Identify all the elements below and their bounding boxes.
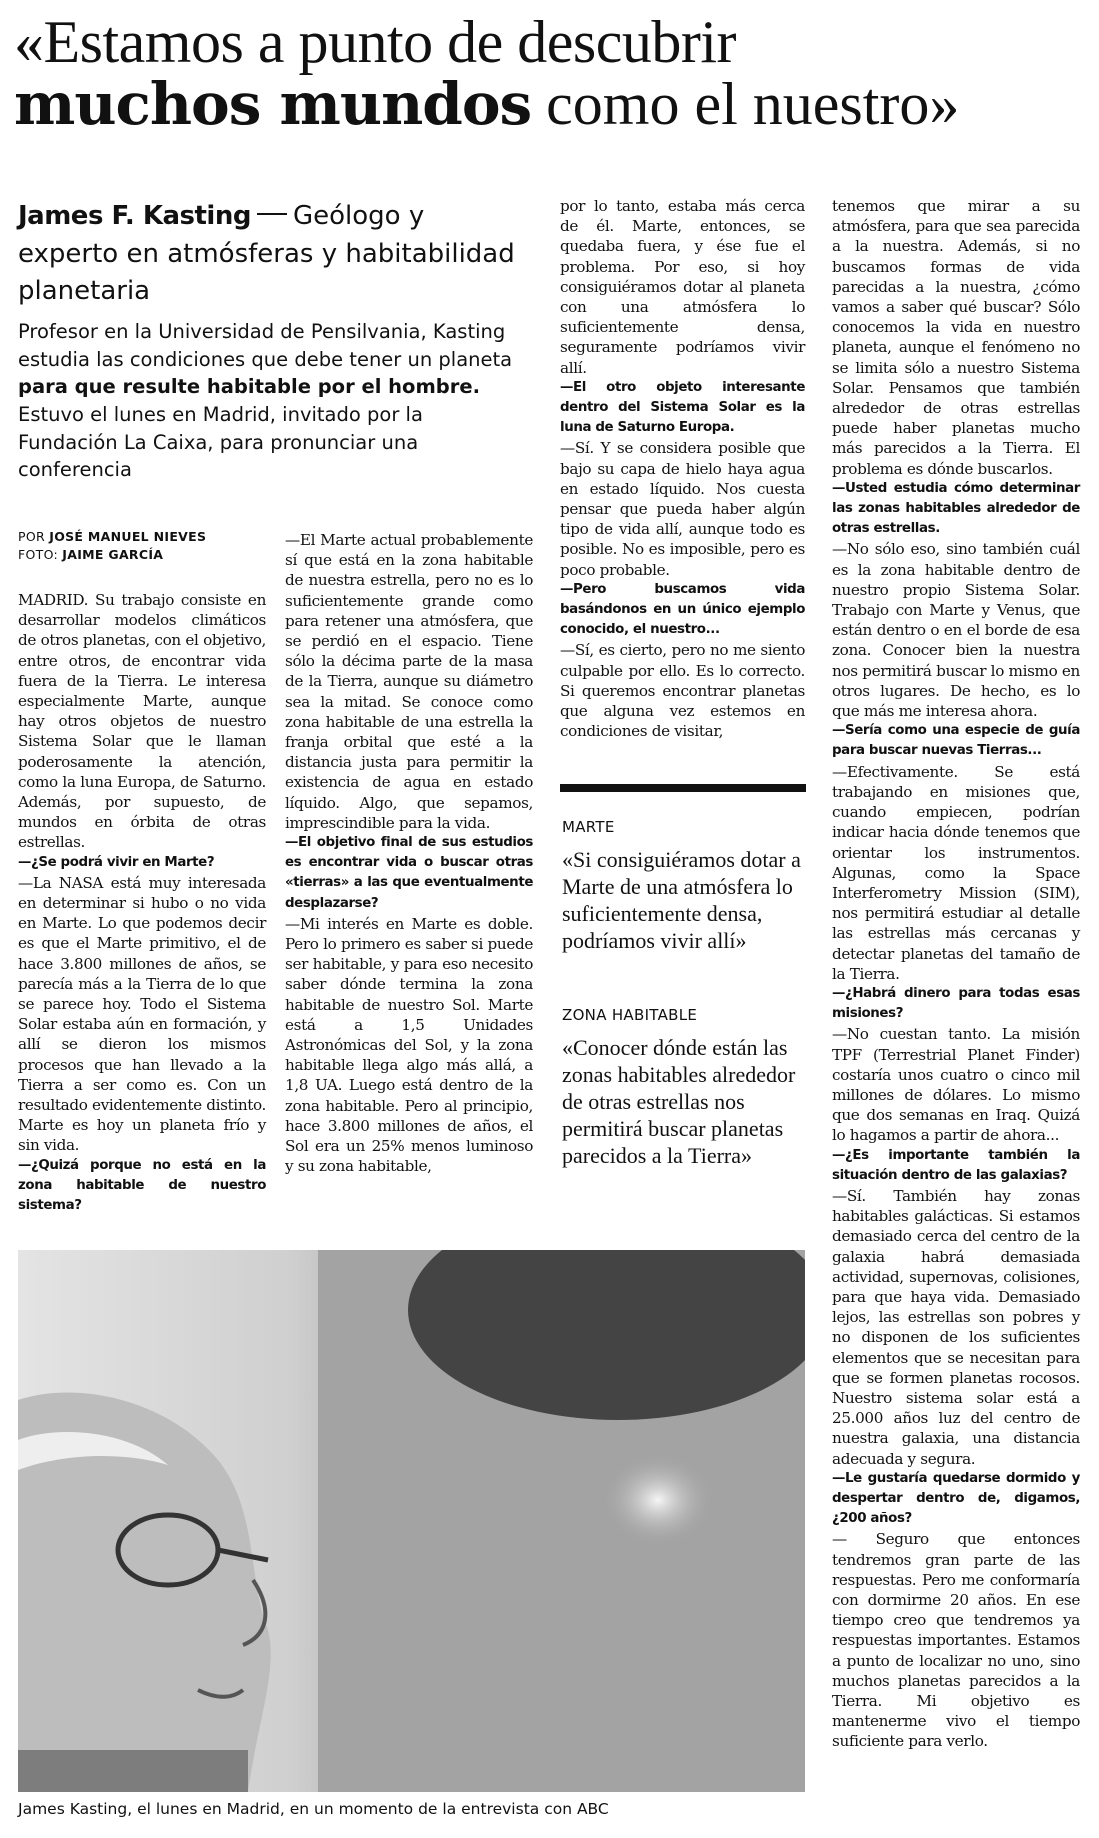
interview-question: —Usted estudia cómo determinar las zonas habitables alrededor de otras estrellas. — [832, 480, 1080, 537]
headline-rest: como el nuestro» — [531, 71, 960, 137]
article-paragraph: —No cuestan tanto. La misión TPF (Terrestrial Planet Finder) costaría unos cuatro o cinco mil millones de dólares. Lo mismo que dos semanas en Iraq. Quizá lo hagamos a partir de ahora... — [832, 1025, 1080, 1145]
portrait-photo — [18, 1250, 805, 1792]
byline-photographer: JAIME GARCÍA — [62, 547, 164, 563]
lede — [18, 318, 518, 484]
headline — [14, 9, 1094, 138]
pullquote-rule — [560, 784, 806, 792]
article-paragraph: — Seguro que entonces tendremos gran parte de las respuestas. Pero me conformaría con dormirme 20 años. En ese tiempo creo que tendremos ya respuestas importantes. Estamos a punto de localizar no uno, sino muchos planetas parecidos a la Tierra. Mi objetivo es mantenerme vivo el tiempo suficiente para verlo. — [832, 1530, 1080, 1751]
article-paragraph: —Sí. También hay zonas habitables galácticas. Si estamos demasiado cerca del centro de la galaxia habrá demasiada actividad, supernovas, colisiones, para que haya vida. Demasiado lejos, las estrellas son pobres y no disponen de los suficientes elementos que se necesitan para que se formen planetas rocosos. Nuestro sistema solar está a 25.000 años luz del centro de nuestra galaxia, una distancia adecuada y segura. — [832, 1186, 1080, 1468]
column-1 — [18, 590, 266, 1216]
column-2 — [285, 530, 533, 1177]
headline-line-2 — [14, 70, 1094, 138]
pullquote-zona-habitable: «Conocer dónde están las zonas habitables alrededor de otras estrellas nos permitirá buscar planetas parecidos a la Tierra» — [562, 1035, 796, 1168]
interview-question: —Le gustaría quedarse dormido y despertar dentro de, digamos, ¿200 años? — [832, 1470, 1080, 1527]
interview-question: —¿Quizá porque no está en la zona habitable de nuestro sistema? — [18, 1157, 266, 1214]
byline — [18, 528, 206, 564]
lede-part-1: Profesor en la Universidad de Pensilvania, Kasting estudia las condiciones que debe tener un planeta — [18, 320, 513, 371]
article-paragraph: —Sí. Y se considera posible que bajo su capa de hielo haya agua en estado líquido. Nos cuesta pensar que pueda haber algún tipo de vida allí, aunque todo es posible. No es imposible, pero es poco probable. — [560, 439, 805, 579]
interview-question: —¿Habrá dinero para todas esas misiones? — [832, 985, 1080, 1022]
headline-line-1: «Estamos a punto de descubrir — [14, 9, 736, 75]
interview-question: —El objetivo final de sus estudios es encontrar vida o buscar otras «tierras» a las que eventualmente desplazarse? — [285, 835, 533, 911]
subject-description: Geólogo y experto en atmósferas y habitabilidad planetaria — [18, 201, 515, 307]
photo-caption: James Kasting, el lunes en Madrid, en un momento de la entrevista con ABC — [18, 1800, 609, 1818]
pullquote-label-marte: MARTE — [562, 818, 615, 836]
interview-question: —¿Se podrá vivir en Marte? — [18, 854, 215, 870]
lede-part-2: Estuvo el lunes en Madrid, invitado por la Fundación La Caixa, para pronunciar una conferencia — [18, 403, 423, 482]
interview-question: —El otro objeto interesante dentro del Sistema Solar es la luna de Saturno Europa. — [560, 379, 805, 436]
article-paragraph: —Efectivamente. Se está trabajando en misiones que, cuando empiecen, podrían indicar hacia dónde tenemos que orientar los instrumentos. Algunas, como la Space Interferometry Mission (SIM), nos permitirá estudiar al detalle las estrellas más cercanas y detectar planetas del tamaño de la Tierra. — [832, 762, 1080, 983]
pullquote-marte: «Si consiguiéramos dotar a Marte de una atmósfera lo suficientemente densa, podríamos vivir allí» — [562, 847, 801, 953]
byline-author-name: JOSÉ MANUEL NIEVES — [49, 529, 207, 544]
byline-photo — [18, 546, 206, 564]
pullquote-label-zona-habitable: ZONA HABITABLE — [562, 1006, 698, 1024]
subject-name: James F. Kasting — [18, 201, 251, 231]
subject — [18, 198, 528, 311]
interview-question: —¿Es importante también la situación dentro de las galaxias? — [832, 1147, 1080, 1183]
headline-bold: muchos mundos — [14, 70, 532, 138]
subject-separator — [257, 213, 287, 215]
portrait-photo-image — [18, 1250, 805, 1792]
article-paragraph: —El Marte actual probablemente sí que está en la zona habitable de nuestra estrella, pero no es lo suficientemente grande como para retener una atmósfera, que se perdió en el espacio. Tiene sólo la décima parte de la masa de la Tierra, aunque su diámetro sea la mitad. Se conoce como zona habitable de una estrella la franja orbital que esté a la distancia justa para permitir la existencia de agua en estado líquido. Algo, que sepamos, imprescindible para la vida. — [285, 531, 533, 832]
article-paragraph: tenemos que mirar a su atmósfera, para que sea parecida a la nuestra. Además, si no buscamos formas de vida parecidas a la nuestra, ¿cómo vamos a saber qué buscar? Sólo conocemos la vida en nuestro planeta, aunque el fenómeno no se limita sólo a nuestro Sistema Solar. Pensamos que también alrededor de otras estrellas puede haber planetas mucho más parecidos a la Tierra. El problema es dónde buscarlos. — [832, 197, 1080, 478]
column-3 — [560, 196, 805, 741]
interview-question: —Sería como una especie de guía para buscar nuevas Tierras... — [832, 723, 1080, 759]
interview-question: —Pero buscamos vida basándonos en un único ejemplo conocido, el nuestro... — [560, 581, 805, 638]
byline-photo-prefix: FOTO: — [18, 547, 63, 563]
byline-author — [18, 528, 206, 546]
article-paragraph: —La NASA está muy interesada en determinar si hubo o no vida en Marte. Lo que podemos decir es que el Marte primitivo, el de hace 3.800 millones de años, se parecía más a la Tierra de lo que se parece hoy. Todo el Sistema Solar estaba aún en formación, y allí se dieron los mismos procesos que han llevado a la Tierra a ser como es. Con un resultado evidentemente distinto. Marte es hoy un planeta frío y sin vida. — [18, 873, 267, 1155]
article-paragraph: —No sólo eso, sino también cuál es la zona habitable dentro de nuestro propio Sistema Solar. Trabajo con Marte y Venus, que están dentro o en el borde de esa zona. Conocer bien la nuestra nos permitirá buscar lo mismo en otros lugares. De hecho, es lo que más me interesa ahora. — [832, 540, 1080, 721]
article-paragraph: —Mi interés en Marte es doble. Pero lo primero es saber si puede ser habitable, y para eso necesito saber dónde termina la zona habitable de nuestro Sol. Marte está a 1,5 Unidades Astronómicas del Sol, y la zona habitable llega algo más allá, a 1,8 UA. Luego está dentro de la zona habitable. Pero al principio, hace 3.800 millones de años, el Sol era un 25% menos luminoso y su zona habitable, — [285, 914, 533, 1176]
column-4 — [832, 196, 1080, 1752]
article-paragraph: —Sí, es cierto, pero no me siento culpable por ello. Es lo correcto. Si queremos encontrar planetas que alguna vez estemos en condiciones de visitar, — [560, 641, 805, 741]
byline-author-prefix: POR — [18, 529, 50, 544]
article-paragraph: por lo tanto, estaba más cerca de él. Marte, entonces, se quedaba fuera, y ése fue el problema. Por eso, si hoy consiguiéramos dotar al planeta con una atmósfera lo suficientemente densa, seguramente podríamos vivir allí. — [560, 197, 805, 377]
article-paragraph: MADRID. Su trabajo consiste en desarrollar modelos climáticos de otros planetas, con el objetivo, entre otros, de encontrar vida fuera de la Tierra. Le interesa especialmente Marte, aunque hay otros objetos de nuestro Sistema Solar que le llaman poderosamente la atención, como la luna Europa, de Saturno. Además, por supuesto, de mundos en órbita de otras estrellas. — [18, 591, 266, 852]
lede-emphasis: para que resulte habitable por el hombre. — [18, 375, 480, 399]
